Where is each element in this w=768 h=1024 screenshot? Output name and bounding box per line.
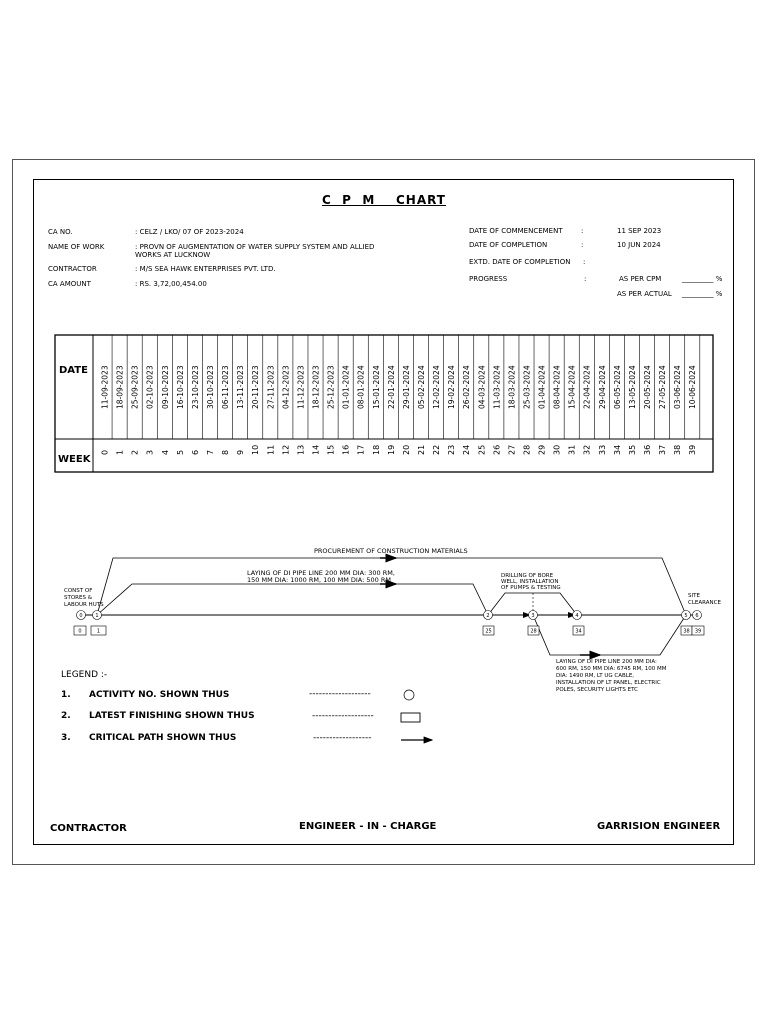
commencement-colon: : xyxy=(581,227,584,235)
legend-2-dashes: ------------------- xyxy=(312,711,374,721)
week-cell: 37 xyxy=(658,444,668,455)
commencement-value: 11 SEP 2023 xyxy=(617,227,662,235)
ca-no-value: : CELZ / LKO/ 07 OF 2023-2024 xyxy=(135,228,244,236)
chart-title: C P M CHART xyxy=(322,193,446,207)
week-cell: 23 xyxy=(447,444,457,455)
date-cell: 27-05-2024 xyxy=(658,365,668,409)
completion-colon: : xyxy=(581,241,584,249)
commencement-label: DATE OF COMMENCEMENT xyxy=(469,227,563,235)
date-cell: 15-04-2024 xyxy=(567,365,577,409)
site-label-line1: SITE xyxy=(688,593,700,599)
week-cell: 36 xyxy=(643,444,653,455)
legend-3-text: CRITICAL PATH SHOWN THUS xyxy=(89,733,237,743)
date-cell: 13-11-2023 xyxy=(236,365,246,409)
ca-amount-label: CA AMOUNT xyxy=(48,280,91,288)
date-cell: 01-04-2024 xyxy=(537,365,547,409)
legend-3-num: 3. xyxy=(61,733,71,743)
laying-1-label-line1: LAYING OF DI PIPE LINE 200 MM DIA: 300 RM, xyxy=(247,569,395,577)
activity-node-number: 1 xyxy=(95,613,99,619)
as-per-cpm-label: AS PER CPM xyxy=(619,275,662,283)
const-label-line2: STORES & xyxy=(64,595,93,601)
legend-1-dashes: ------------------- xyxy=(309,689,371,699)
week-cell: 25 xyxy=(477,444,487,455)
latest-finishing-value: 38 xyxy=(683,628,690,635)
as-per-actual-label: AS PER ACTUAL xyxy=(617,290,672,298)
week-cell: 24 xyxy=(462,444,472,455)
legend-heading: LEGEND :- xyxy=(61,670,108,680)
week-cell: 29 xyxy=(537,444,547,455)
week-cell: 27 xyxy=(507,444,517,455)
laying-1-label-line2: 150 MM DIA: 1000 RM, 100 MM DIA: 500 RM xyxy=(247,576,391,584)
date-cell: 11-03-2024 xyxy=(492,365,502,409)
latest-finishing-value: 1 xyxy=(96,628,101,635)
progress-label: PROGRESS xyxy=(469,275,508,283)
date-cell: 25-12-2023 xyxy=(326,365,336,409)
as-per-cpm-blank: _________ % xyxy=(682,275,723,283)
week-cell: 18 xyxy=(371,444,381,455)
activity-node-number: 6 xyxy=(695,613,699,619)
activity-node-number: 3 xyxy=(531,613,535,619)
laying-2-label-line2: 600 RM, 150 MM DIA: 6745 RM, 100 MM xyxy=(556,666,667,672)
legend-box-symbol xyxy=(401,713,420,722)
week-cell: 22 xyxy=(432,444,442,455)
week-cell: 3 xyxy=(145,449,155,455)
week-cell: 16 xyxy=(341,444,351,455)
week-cell: 17 xyxy=(356,444,366,455)
date-cell: 15-01-2024 xyxy=(371,365,381,409)
week-cell: 14 xyxy=(311,444,321,455)
week-cell: 5 xyxy=(175,449,185,455)
week-cell: 8 xyxy=(221,449,231,455)
date-cell: 25-03-2024 xyxy=(522,365,532,409)
laying-2-label-line1: LAYING OF DI PIPE LINE 200 MM DIA: xyxy=(556,659,657,665)
date-cell: 18-03-2024 xyxy=(507,365,517,409)
week-cell: 34 xyxy=(612,444,622,455)
week-cell: 13 xyxy=(296,444,306,455)
laying-2-label-line3: DIA: 1490 RM, LT UG CABLE, xyxy=(556,673,635,679)
garrison-engineer-signature: GARRISION ENGINEER xyxy=(597,821,721,832)
engineer-in-charge-signature: ENGINEER - IN - CHARGE xyxy=(299,821,437,832)
week-cell: 15 xyxy=(326,444,336,455)
procurement-label: PROCUREMENT OF CONSTRUCTION MATERIALS xyxy=(314,547,468,555)
date-cell: 13-05-2024 xyxy=(627,365,637,409)
legend-1-text: ACTIVITY NO. SHOWN THUS xyxy=(89,690,230,700)
activity-node-number: 5 xyxy=(684,613,688,619)
date-cell: 04-03-2024 xyxy=(477,365,487,409)
date-cell: 18-09-2023 xyxy=(115,365,125,409)
date-cell: 06-05-2024 xyxy=(612,365,622,409)
legend-circle-symbol xyxy=(404,690,414,700)
week-cell: 20 xyxy=(401,444,411,455)
date-cell: 11-12-2023 xyxy=(296,365,306,409)
date-cell: 25-09-2023 xyxy=(130,365,140,409)
drilling-label-line3: OF PUMPS & TESTING xyxy=(501,585,561,591)
date-cell: 22-01-2024 xyxy=(386,365,396,409)
week-cell: 28 xyxy=(522,444,532,455)
date-cell: 29-01-2024 xyxy=(401,365,411,409)
legend-2-num: 2. xyxy=(61,711,71,721)
date-cell: 01-01-2024 xyxy=(341,365,351,409)
week-row-label: WEEK xyxy=(58,454,91,465)
as-per-actual-blank: _________ % xyxy=(682,290,723,298)
legend-2-text: LATEST FINISHING SHOWN THUS xyxy=(89,711,255,721)
activity-node-number: 2 xyxy=(486,613,490,619)
week-cell: 7 xyxy=(205,449,215,455)
week-cell: 2 xyxy=(130,449,140,455)
date-cell: 10-06-2024 xyxy=(688,365,698,409)
legend-1-num: 1. xyxy=(61,690,71,700)
drilling-label-line1: DRILLING OF BORE xyxy=(501,573,554,579)
name-of-work-value-line2: WORKS AT LUCKNOW xyxy=(135,251,211,259)
date-cell: 20-05-2024 xyxy=(643,365,653,409)
latest-finishing-value: 28 xyxy=(530,628,537,635)
week-cell: 21 xyxy=(416,444,426,455)
date-cell: 27-11-2023 xyxy=(266,365,276,409)
completion-label: DATE OF COMPLETION xyxy=(469,241,548,249)
contractor-value: : M/S SEA HAWK ENTERPRISES PVT. LTD. xyxy=(135,265,276,273)
name-of-work-value: : PROVN OF AUGMENTATION OF WATER SUPPLY SYSTEM AND ALLIED xyxy=(135,243,375,251)
week-cell: 0 xyxy=(100,449,110,455)
activity-node-number: 0 xyxy=(79,613,83,619)
week-cell: 6 xyxy=(190,449,200,455)
extd-completion-colon: : xyxy=(583,258,586,266)
date-cell: 22-04-2024 xyxy=(582,365,592,409)
date-cell: 23-10-2023 xyxy=(190,365,200,409)
week-cell: 38 xyxy=(673,444,683,455)
date-cell: 20-11-2023 xyxy=(251,365,261,409)
week-cell: 9 xyxy=(236,449,246,455)
week-cell: 30 xyxy=(552,444,562,455)
extd-completion-label: EXTD. DATE OF COMPLETION xyxy=(469,258,571,266)
week-cell: 39 xyxy=(688,444,698,455)
site-label-line2: CLEARANCE xyxy=(688,600,721,606)
latest-finishing-value: 25 xyxy=(485,628,492,635)
progress-colon: : xyxy=(584,275,587,283)
latest-finishing-value: 39 xyxy=(694,628,702,635)
date-cell: 08-01-2024 xyxy=(356,365,366,409)
date-cell: 29-04-2024 xyxy=(597,365,607,409)
completion-value: 10 JUN 2024 xyxy=(617,241,661,249)
procurement-path xyxy=(97,558,686,615)
week-cell: 26 xyxy=(492,444,502,455)
date-cell: 16-10-2023 xyxy=(175,365,185,409)
const-label-line3: LABOUR HUTS xyxy=(64,602,104,608)
laying-2-label-line5: POLES, SECURITY LIGHTS ETC xyxy=(556,687,638,693)
latest-finishing-value: 0 xyxy=(78,628,82,635)
drilling-label-line2: WELL, INSTALLATION xyxy=(501,579,559,585)
week-cell: 35 xyxy=(627,444,637,455)
week-cell: 10 xyxy=(251,444,261,455)
date-cell: 30-10-2023 xyxy=(205,365,215,409)
date-cell: 12-02-2024 xyxy=(432,365,442,409)
ca-amount-value: : RS. 3,72,00,454.00 xyxy=(135,280,207,288)
week-cell: 31 xyxy=(567,444,577,455)
date-cell: 04-12-2023 xyxy=(281,365,291,409)
date-cell: 03-06-2024 xyxy=(673,365,683,409)
week-cell: 4 xyxy=(160,449,170,455)
date-cell: 02-10-2023 xyxy=(145,365,155,409)
activity-node-number: 4 xyxy=(575,613,579,619)
date-cell: 08-04-2024 xyxy=(552,365,562,409)
date-cell: 26-02-2024 xyxy=(462,365,472,409)
const-label-line1: CONST OF xyxy=(64,588,93,594)
ca-no-label: CA NO. xyxy=(48,228,73,236)
week-cell: 12 xyxy=(281,444,291,455)
date-cell: 05-02-2024 xyxy=(416,365,426,409)
week-cell: 11 xyxy=(266,444,276,455)
name-of-work-label: NAME OF WORK xyxy=(48,243,105,251)
week-cell: 33 xyxy=(597,444,607,455)
legend-3-dashes: ------------------ xyxy=(313,733,372,743)
date-cell: 11-09-2023 xyxy=(100,365,110,409)
date-cell: 09-10-2023 xyxy=(160,365,170,409)
date-cell: 18-12-2023 xyxy=(311,365,321,409)
week-cell: 19 xyxy=(386,444,396,455)
contractor-label: CONTRACTOR xyxy=(48,265,97,273)
contractor-signature: CONTRACTOR xyxy=(50,823,127,834)
date-row-label: DATE xyxy=(59,365,88,376)
date-cell: 06-11-2023 xyxy=(221,365,231,409)
laying-2-label-line4: INSTALLATION OF LT PANEL, ELECTRIC xyxy=(556,680,661,686)
laying-path-2 xyxy=(533,615,686,655)
latest-finishing-value: 34 xyxy=(575,628,582,635)
laying-path-1 xyxy=(97,584,488,615)
week-cell: 32 xyxy=(582,444,592,455)
week-cell: 1 xyxy=(115,449,125,455)
date-cell: 19-02-2024 xyxy=(447,365,457,409)
